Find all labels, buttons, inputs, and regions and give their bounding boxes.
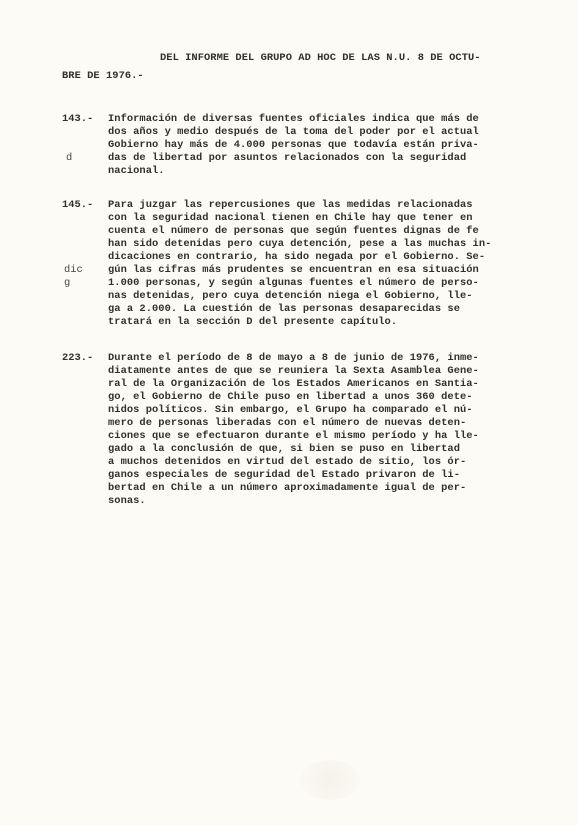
margin-note: dic g [64, 264, 83, 289]
paragraph-line: bertad en Chile a un número aproximadamente igual de per- [108, 482, 467, 494]
paper-stain [300, 760, 360, 800]
paragraph-line: a muchos detenidos en virtud del estado de sitio, los ór- [108, 456, 467, 468]
paragraph-line: Para juzgar las repercusiones que las medidas relacionadas [108, 199, 473, 211]
paragraph-line: han sido detenidas pero cuya detención, pese a las muchas in- [108, 238, 492, 250]
paragraph-line: dos años y medio después de la toma del poder por el actual [108, 126, 479, 138]
paragraph-number: 145.- [62, 199, 94, 211]
paragraph-line: ciones que se efectuaron durante el mismo período y ha lle- [108, 430, 479, 442]
paragraph-number: 223.- [62, 352, 94, 364]
header-line-1: DEL INFORME DEL GRUPO AD HOC DE LAS N.U. 8 DE OCTU- [160, 52, 481, 64]
paragraph-line: ganos especiales de seguridad del Estado privaron de li- [108, 469, 460, 481]
paragraph-line: Gobierno hay más de 4.000 personas que todavía están priva- [108, 139, 479, 151]
paragraph-line: nidos políticos. Sin embargo, el Grupo ha comparado el nú- [108, 404, 473, 416]
paragraph-line: con la seguridad nacional tienen en Chile hay que tener en [108, 212, 473, 224]
paragraph-line: ga a 2.000. La cuestión de las personas desaparecidas se [108, 303, 460, 315]
margin-note: d [66, 152, 73, 164]
paragraph-line: diatamente antes de que se reuniera la Sexta Asamblea Gene- [108, 365, 479, 377]
paragraph-line: dicaciones en contrario, ha sido negada por el Gobierno. Se- [108, 251, 486, 263]
paragraph-line: nacional. [108, 165, 165, 177]
paragraph-line: tratará en la sección D del presente capítulo. [108, 316, 398, 328]
paragraph-number: 143.- [62, 113, 94, 125]
paragraph-line: sonas. [108, 495, 146, 507]
header-line-2: BRE DE 1976.- [62, 70, 144, 82]
paragraph-line: Durante el período de 8 de mayo a 8 de junio de 1976, inme- [108, 352, 479, 364]
paragraph-line: nas detenidas, pero cuya detención niega el Gobierno, lle- [108, 290, 473, 302]
paragraph-line: 1.000 personas, y según algunas fuentes el número de perso- [108, 277, 479, 289]
paragraph-line: das de libertad por asuntos relacionados con la seguridad [108, 152, 467, 164]
paragraph-line: mero de personas liberadas con el número de nuevas deten- [108, 417, 467, 429]
paragraph-line: go, el Gobierno de Chile puso en libertad a unos 360 dete- [108, 391, 473, 403]
paragraph-line: ral de la Organización de los Estados Americanos en Santia- [108, 378, 479, 390]
paragraph-line: gado a la conclusión de que, si bien se puso en libertad [108, 443, 460, 455]
paragraph-line: cuenta el número de personas que según fuentes dignas de fe [108, 225, 479, 237]
paragraph-line: Información de diversas fuentes oficiales indica que más de [108, 113, 479, 125]
paragraph-line: gún las cifras más prudentes se encuentran en esa situación [108, 264, 479, 276]
